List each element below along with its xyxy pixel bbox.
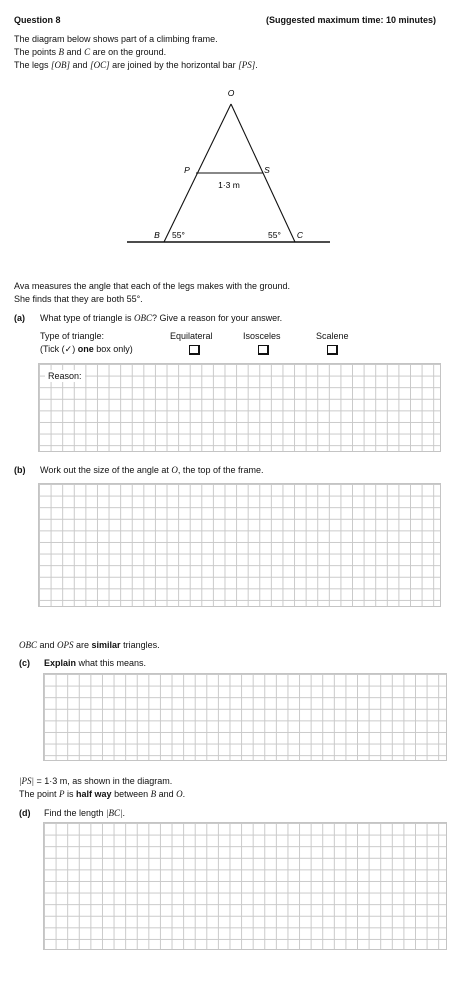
part-d-answer-grid[interactable]: [43, 822, 447, 950]
similar-statement: OBC and OPS are similar triangles.: [19, 640, 160, 650]
type-of-triangle-label: Type of triangle:: [40, 331, 105, 341]
label-s: S: [264, 165, 270, 175]
angle-b-label: 55°: [172, 230, 185, 240]
option-scalene-label: Scalene: [316, 331, 349, 341]
bar-length-label: 1·3 m: [218, 180, 240, 190]
reason-label: Reason:: [45, 370, 85, 382]
tick-instruction: (Tick (✓) one box only): [40, 344, 133, 354]
label-c: C: [296, 230, 304, 240]
part-c-label: (c): [19, 658, 30, 668]
part-d-question: Find the length |BC|.: [44, 808, 126, 818]
option-equilateral-label: Equilateral: [170, 331, 213, 341]
label-b: B: [154, 230, 160, 240]
label-o: O: [227, 88, 235, 98]
scalene-checkbox[interactable]: [327, 345, 338, 355]
intro-line-1: The diagram below shows part of a climbing frame.: [14, 34, 218, 44]
intro-line-2: The points B and C are on the ground.: [14, 47, 167, 57]
equilateral-checkbox[interactable]: [189, 345, 200, 355]
isosceles-checkbox[interactable]: [258, 345, 269, 355]
part-b-label: (b): [14, 465, 26, 475]
part-b-question: Work out the size of the angle at O, the top of the frame.: [40, 465, 264, 475]
ps-info-line-1: |PS| = 1·3 m, as shown in the diagram.: [19, 776, 173, 786]
option-isosceles-label: Isosceles: [243, 331, 281, 341]
part-c-question: Explain what this means.: [44, 658, 147, 668]
angle-c-label: 55°: [268, 230, 281, 240]
part-b-answer-grid[interactable]: [38, 483, 441, 607]
part-d-label: (d): [19, 808, 31, 818]
label-p: P: [184, 165, 190, 175]
part-a-answer-grid[interactable]: [38, 363, 441, 452]
part-a-label: (a): [14, 313, 25, 323]
intro-line-3: The legs [OB] and [OC] are joined by the horizontal bar [PS].: [14, 60, 258, 70]
climbing-frame-diagram: [0, 0, 470, 260]
part-c-answer-grid[interactable]: [43, 673, 447, 761]
question-title: Question 8: [14, 15, 61, 25]
part-a-question: What type of triangle is OBC? Give a reason for your answer.: [40, 313, 283, 323]
ps-info-line-2: The point P is half way between B and O.: [19, 789, 186, 799]
ava-line-2: She finds that they are both 55°.: [14, 294, 143, 304]
ava-line-1: Ava measures the angle that each of the legs makes with the ground.: [14, 281, 291, 291]
suggested-time: (Suggested maximum time: 10 minutes): [266, 15, 437, 25]
